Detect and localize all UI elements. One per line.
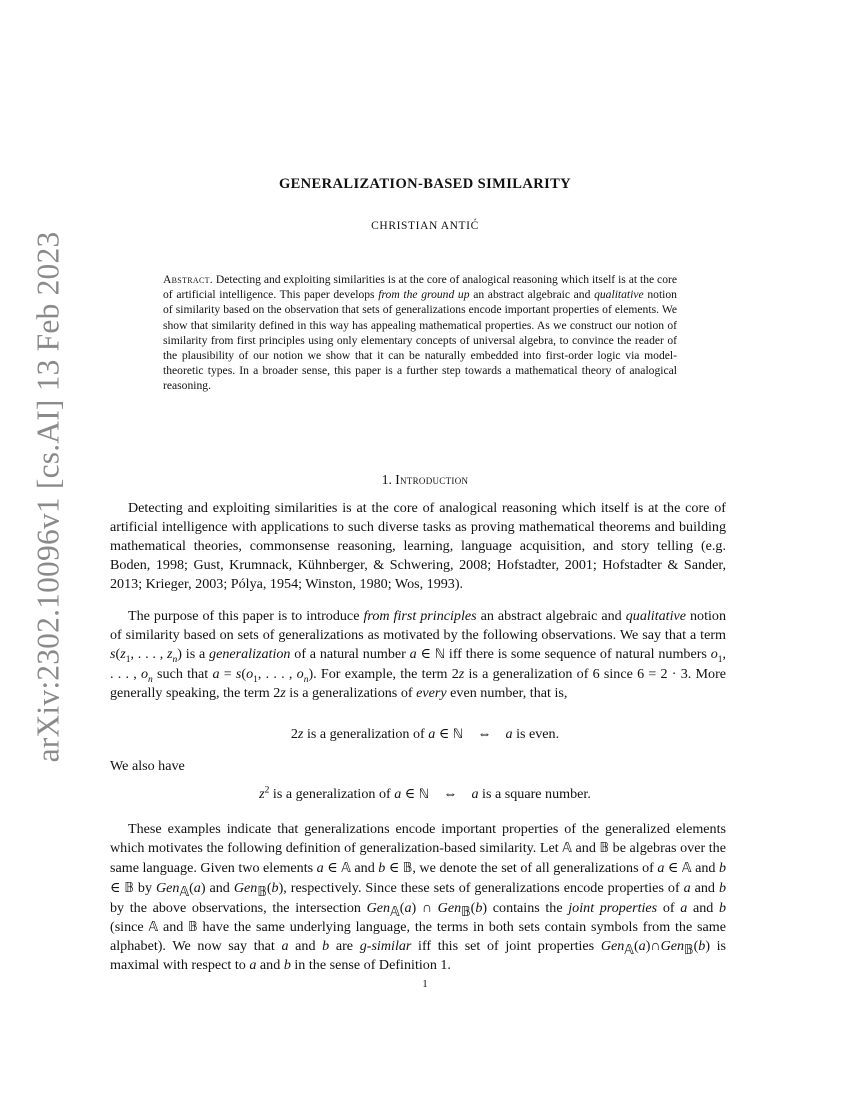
abstract-text: notion of similarity based on the observation that sets of generalizations encode important properties of elements. We show that similarity defined in this way has appealing mathematical properties. As we construct our notion of similarity from first principles using only elementary concepts of universal algebra, to convince the reader of the plausibility of our notion we show that it can be naturally embedded into first-order logic via model-theoretic types. In a broader sense, this paper is a further step towards a mathematical theory of analogical reasoning. (163, 288, 677, 393)
abstract (163, 272, 677, 394)
paper-title: GENERALIZATION-BASED SIMILARITY (278, 176, 572, 192)
intro-paragraph-3: These examples indicate that generalizations encode important properties of the generalized elements which motivates the following definition of generalization-based similarity. Let 𝔸 and 𝔹 be algebras over the same language. Given two elements a ∈ 𝔸 and b ∈ 𝔹, we denote the set of all generalizations of a ∈ 𝔸 and b ∈ 𝔹 by Gen$_𝔸$(a) and Gen$_𝔹$(b), respectively. Since these sets of generalizations encode properties of a and b by the above observations, the intersection Gen$_𝔸$(a) ∩ Gen$_𝔹$(b) contains the joint properties of a and b (since 𝔸 and 𝔹 have the same underlying language, the terms in both sets contain symbols from the same alphabet). We now say that a and b are g-similar iff this set of joint properties Gen$_𝔸$(a)∩Gen$_𝔹$(b) is maximal with respect to a and b in the sense of Definition 1. (110, 821, 727, 974)
abstract-emphasis: qualitative (594, 288, 644, 302)
author-name: CHRISTIAN ANTIĆ (371, 220, 479, 232)
intro-paragraph-1: Detecting and exploiting similarities is at the core of analogical reasoning which itself is at the core of artificial intelligence with applications to such diverse tasks as proving mathematical theorems and building mathematical theories, commonsense reasoning, learning, language acquisition, and story telling (e.g. Boden, 1998; Gust, Krumnack, Kühnberger, & Schwering, 2008; Hofstadter, 2001; Hofstadter & Sander, 2013; Krieger, 2003; Pólya, 1954; Winston, 1980; Wos, 1993). (110, 500, 726, 592)
abstract-text: an abstract algebraic and (473, 288, 591, 302)
section-heading (0, 472, 850, 488)
we-also-have: We also have (110, 758, 185, 774)
abstract-text: Detecting and exploiting similarities is at the core of analogical reasoning which itself is at the core of artificial intelligence. This paper develops (163, 273, 677, 302)
section-title: Introduction (395, 472, 469, 487)
arxiv-identifier: arXiv:2302.10096v1 [cs.AI] 13 Feb 2023 (30, 231, 65, 763)
page-number: 1 (422, 978, 428, 990)
equation-square: $z^2$ is a generalization of a ∈ ℕ ⇔ a is a square number. (259, 785, 591, 802)
section-number: 1. (381, 472, 392, 487)
equation-even: 2z is a generalization of a ∈ ℕ ⇔ a is even. (290, 726, 560, 742)
abstract-label: Abstract. (163, 273, 213, 286)
intro-paragraph-2: The purpose of this paper is to introduce from first principles an abstract algebraic and qualitative notion of similarity based on sets of generalizations as motivated by the following observations. We say that a term $s(z_1$, . . . , $z_n$) is a generalization of a natural number a ∈ ℕ iff there is some sequence of natural numbers $o_1$, . . . , $o_n$ such that $a = s(o_1$, . . . , $o_n$). For example, the term 2z is a generalization of 6 since 6 = 2 · 3. More generally speaking, the term 2z is a generalizations of every even number, that is, (110, 608, 727, 701)
abstract-emphasis: from the ground up (378, 288, 470, 302)
arxiv-stamp (20, 231, 76, 763)
